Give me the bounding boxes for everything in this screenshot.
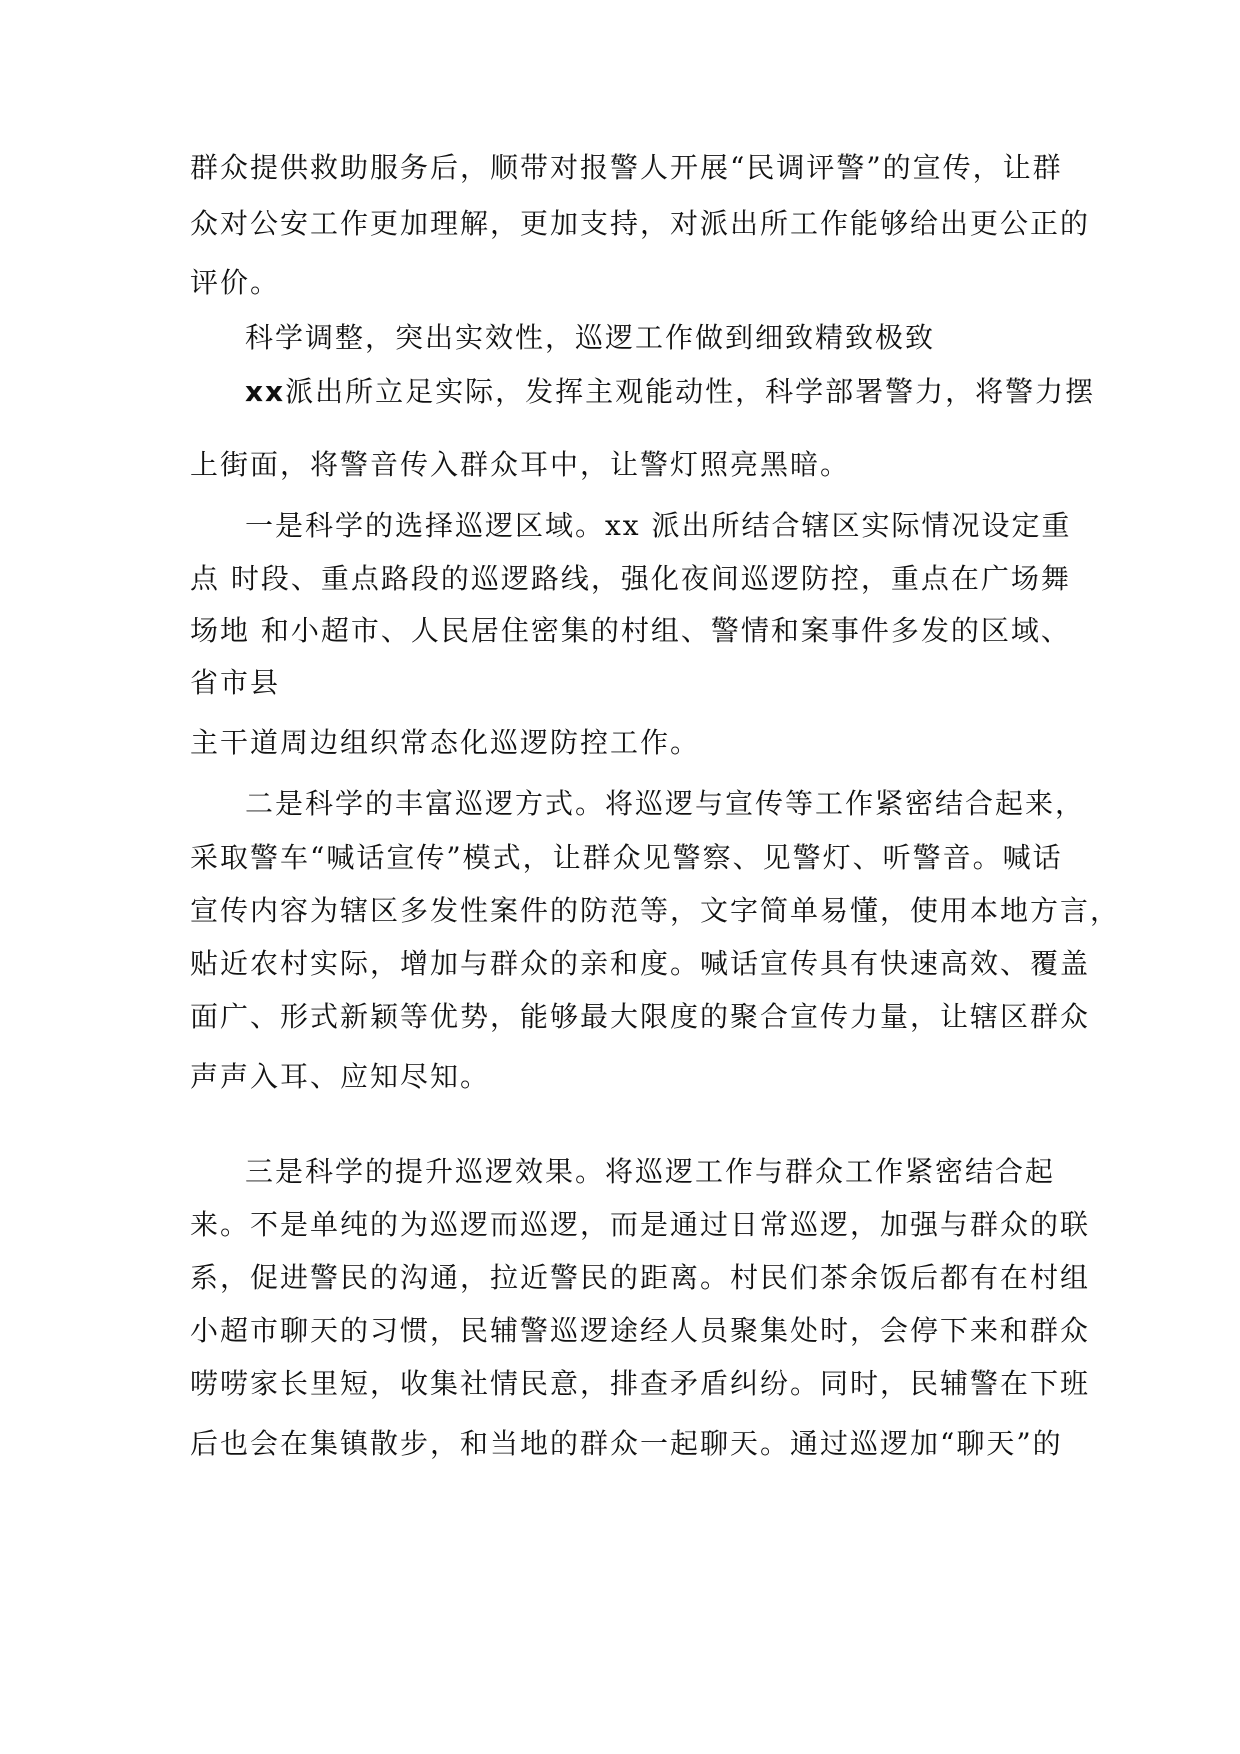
text-line: 评价。	[190, 266, 281, 299]
paragraph-first-line: 一是科学的选择巡逻区域。xx 派出所结合辖区实际情况设定重	[245, 509, 1072, 542]
text-line: 唠唠家长里短，收集社情民意，排查矛盾纠纷。同时，民辅警在下班	[190, 1367, 1091, 1400]
text-line: 省市县	[190, 666, 281, 699]
text-line	[245, 374, 1095, 410]
text-line: 上街面，将警音传入群众耳中，让警灯照亮黑暗。	[190, 448, 851, 481]
section-heading: 科学调整，突出实效性，巡逻工作做到细致精致极致	[245, 321, 936, 354]
text-line: 小超市聊天的习惯，民辅警巡逻途经人员聚集处时，会停下来和群众	[190, 1314, 1091, 1347]
text-line: 群众提供救助服务后，顺带对报警人开展“民调评警”的宣传，让群	[190, 151, 1063, 184]
text-line: 后也会在集镇散步，和当地的群众一起聊天。通过巡逻加“聊天”的	[190, 1427, 1063, 1460]
text-line-rest: 派出所立足实际，发挥主观能动性，科学部署警力，将警力摆	[285, 375, 1096, 408]
text-line: 众对公安工作更加理解，更加支持，对派出所工作能够给出更公正的	[190, 207, 1091, 240]
text-line: 采取警车“喊话宣传”模式，让群众见警察、见警灯、听警音。喊话	[190, 841, 1063, 874]
placeholder-xx: xx	[245, 375, 286, 408]
text-line: 宣传内容为辖区多发性案件的防范等，文字简单易懂，使用本地方言，	[190, 894, 1121, 927]
text-line: 声声入耳、应知尽知。	[190, 1060, 491, 1093]
text-line: 贴近农村实际，增加与群众的亲和度。喊话宣传具有快速高效、覆盖	[190, 947, 1091, 980]
text-line: 点 时段、重点路段的巡逻路线，强化夜间巡逻防控，重点在广场舞	[190, 562, 1071, 595]
paragraph-first-line: 三是科学的提升巡逻效果。将巡逻工作与群众工作紧密结合起	[245, 1155, 1056, 1188]
text-line: 场地 和小超市、人民居住密集的村组、警情和案事件多发的区域、	[190, 614, 1071, 647]
text-line: 系，促进警民的沟通，拉近警民的距离。村民们茶余饭后都有在村组	[190, 1261, 1091, 1294]
text-line: 来。不是单纯的为巡逻而巡逻，而是通过日常巡逻，加强与群众的联	[190, 1208, 1091, 1241]
text-line: 面广、形式新颖等优势，能够最大限度的聚合宣传力量，让辖区群众	[190, 1000, 1091, 1033]
text-line: 主干道周边组织常态化巡逻防控工作。	[190, 726, 701, 759]
paragraph-first-line: 二是科学的丰富巡逻方式。将巡逻与宣传等工作紧密结合起来，	[245, 787, 1086, 820]
